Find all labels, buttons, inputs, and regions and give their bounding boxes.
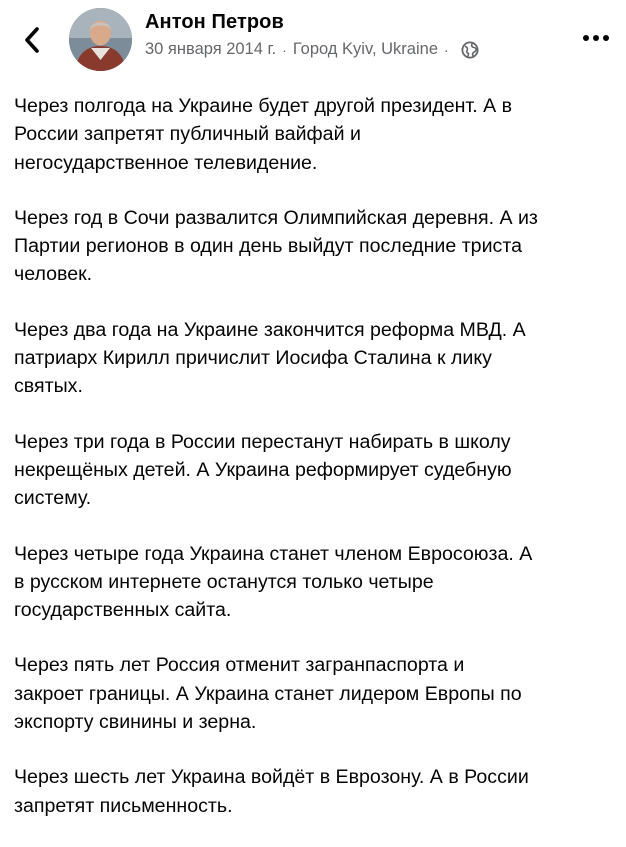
post-paragraph: Через полгода на Украине будет другой президент. А в России запретят публичный вайфай и негосударственное телевидение.	[14, 95, 513, 174]
post-text	[14, 92, 618, 847]
more-dots-icon	[582, 34, 610, 42]
meta-separator: ·	[444, 41, 449, 58]
meta-separator: ·	[282, 41, 287, 58]
avatar-photo	[69, 8, 132, 71]
post-paragraph: Через два года на Украине закончится реформа МВД. А патриарх Кирилл причислит Иосифа Сталина к лику святых.	[14, 318, 526, 398]
author-name[interactable]: Антон Петров	[145, 11, 284, 33]
avatar[interactable]	[69, 8, 132, 71]
chevron-left-icon	[22, 26, 42, 54]
post-paragraph: Через пять лет Россия отменит загранпаспорта и закроет границы. А Украина станет лидером Европы по экспорту свинины и зерна.	[14, 654, 522, 734]
back-button[interactable]	[14, 22, 50, 58]
globe-icon	[461, 41, 479, 59]
more-options-button[interactable]	[578, 24, 614, 52]
post-location[interactable]: Город Kyiv, Ukraine	[292, 40, 438, 58]
post-paragraph: Через год в Сочи развалится Олимпийская деревня. А из Партии регионов в один день выйдут последние триста человек.	[14, 206, 538, 286]
post-paragraph: Через три года в России перестанут набирать в школу некрещёных детей. А Украина реформирует судебную систему.	[14, 430, 512, 510]
post-paragraph: Через шесть лет Украина войдёт в Еврозону. А в России запретят письменность.	[14, 766, 529, 817]
post-header	[0, 0, 626, 82]
post-paragraph: Через четыре года Украина станет членом Евросоюза. А в русском интернете останутся только четыре государственных сайта.	[14, 542, 533, 622]
post-date[interactable]: 30 января 2014 г.	[145, 40, 277, 58]
post-meta	[145, 40, 479, 59]
